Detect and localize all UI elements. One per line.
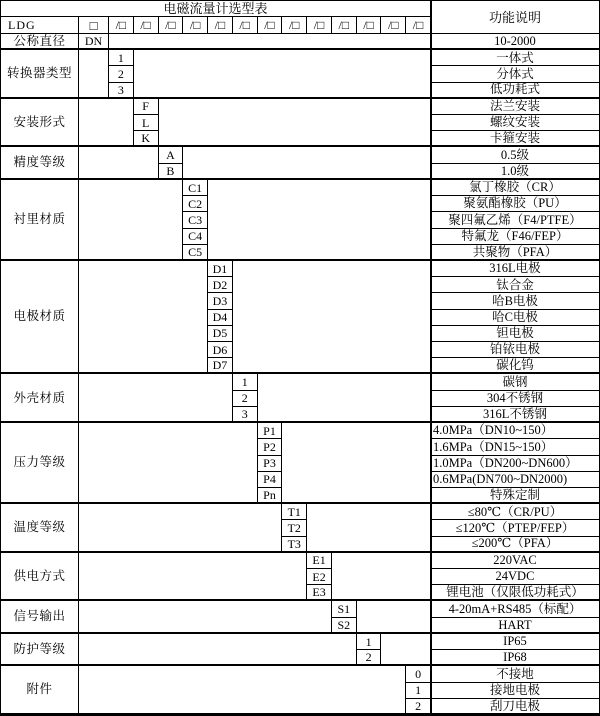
- code-cell: S1: [332, 601, 357, 617]
- spec-value-cell: 氯丁橡胶（CR）: [431, 180, 599, 196]
- selector-slot: /□: [233, 17, 258, 34]
- spec-value-cell: ≤200℃（PFA）: [431, 537, 599, 553]
- code-cell: E1: [307, 553, 332, 569]
- spec-value-cell: 220VAC: [431, 553, 599, 569]
- code-cell: 1: [109, 50, 134, 66]
- code-cell: 2: [406, 699, 431, 715]
- spec-value-cell: IP65: [431, 634, 599, 650]
- right-span-cell: [109, 34, 431, 50]
- spec-value-cell: 接地电极: [431, 683, 599, 699]
- category-label: 安装形式: [1, 99, 79, 148]
- spec-value-cell: HART: [431, 618, 599, 634]
- right-span-cell: [332, 553, 431, 602]
- spec-value-cell: 304不锈钢: [431, 391, 599, 407]
- spec-value-cell: 聚氨酯橡胶（PU）: [431, 196, 599, 212]
- spec-value-cell: 4-20mA+RS485（标配）: [431, 601, 599, 617]
- code-cell: E3: [307, 585, 332, 601]
- selector-slot: /□: [208, 17, 233, 34]
- code-cell: 1: [233, 374, 258, 390]
- spec-value-cell: 锂电池（仅限低功耗式）: [431, 585, 599, 601]
- spec-value-cell: 分体式: [431, 66, 599, 82]
- spec-value-cell: 10-2000: [431, 34, 599, 50]
- selector-slot: /□: [109, 17, 134, 34]
- spec-value-cell: 哈C电极: [431, 310, 599, 326]
- spec-value-cell: 钽电极: [431, 326, 599, 342]
- function-column-divider: [430, 1, 432, 715]
- function-column-header: 功能说明: [431, 1, 599, 34]
- selector-slot: /□: [357, 17, 382, 34]
- right-span-cell: [258, 374, 431, 423]
- code-cell: C3: [183, 212, 208, 228]
- left-span-cell: [79, 261, 208, 375]
- right-span-cell: [208, 180, 431, 261]
- code-cell: 3: [109, 83, 134, 99]
- spec-value-cell: 聚四氟乙烯（F4/PTFE）: [431, 212, 599, 228]
- code-cell: F: [134, 99, 159, 115]
- code-cell: A: [159, 147, 184, 163]
- spec-value-cell: 铂铱电极: [431, 342, 599, 358]
- category-label: 外壳材质: [1, 374, 79, 423]
- right-span-cell: [282, 423, 431, 504]
- spec-value-cell: 碳钢: [431, 374, 599, 390]
- code-cell: D5: [208, 326, 233, 342]
- left-span-cell: [79, 374, 233, 423]
- selector-slot: /□: [134, 17, 159, 34]
- code-cell: C5: [183, 245, 208, 261]
- code-cell: T2: [282, 520, 307, 536]
- right-span-cell: [183, 147, 431, 179]
- spec-value-cell: 1.0级: [431, 164, 599, 180]
- left-span-cell: [79, 634, 357, 666]
- code-cell: T1: [282, 504, 307, 520]
- spec-value-cell: 低功耗式: [431, 83, 599, 99]
- code-cell: C2: [183, 196, 208, 212]
- category-label: 防护等级: [1, 634, 79, 666]
- code-cell: DN: [79, 34, 109, 50]
- code-cell: L: [134, 115, 159, 131]
- left-span-cell: [79, 99, 134, 148]
- code-cell: 1: [357, 634, 382, 650]
- code-cell: 0: [406, 666, 431, 682]
- category-label: 电极材质: [1, 261, 79, 375]
- code-cell: C4: [183, 229, 208, 245]
- selector-slot: /□: [381, 17, 406, 34]
- category-label: 信号输出: [1, 601, 79, 633]
- right-span-cell: [381, 634, 431, 666]
- spec-value-cell: 1.6MPa（DN15~150）: [431, 439, 599, 455]
- spec-value-cell: 24VDC: [431, 569, 599, 585]
- right-span-cell: [233, 261, 431, 375]
- spec-value-cell: ≤80℃（CR/PU）: [431, 504, 599, 520]
- code-cell: D1: [208, 261, 233, 277]
- spec-value-cell: 0.5级: [431, 147, 599, 163]
- spec-value-cell: 碳化钨: [431, 358, 599, 374]
- left-span-cell: [79, 180, 183, 261]
- code-cell: P4: [258, 472, 283, 488]
- code-cell: 2: [357, 650, 382, 666]
- spec-value-cell: 法兰安装: [431, 99, 599, 115]
- left-span-cell: [79, 553, 307, 602]
- spec-value-cell: 共聚物（PFA）: [431, 245, 599, 261]
- left-span-cell: [79, 666, 406, 715]
- code-cell: D7: [208, 358, 233, 374]
- spec-value-cell: 一体式: [431, 50, 599, 66]
- code-cell: B: [159, 164, 184, 180]
- code-cell: Pn: [258, 488, 283, 504]
- spec-value-cell: 4.0MPa（DN10~150）: [431, 423, 599, 439]
- category-label: 附件: [1, 666, 79, 715]
- left-span-cell: [79, 601, 332, 633]
- code-cell: E2: [307, 569, 332, 585]
- selector-slot: /□: [406, 17, 431, 34]
- category-label: 温度等级: [1, 504, 79, 553]
- code-cell: 3: [233, 407, 258, 423]
- left-span-cell: [79, 423, 258, 504]
- selector-slot: /□: [307, 17, 332, 34]
- selector-slot: /□: [183, 17, 208, 34]
- left-span-cell: [79, 504, 282, 553]
- category-label: 衬里材质: [1, 180, 79, 261]
- category-label: 公称直径: [1, 34, 79, 50]
- code-cell: D2: [208, 277, 233, 293]
- code-cell: 1: [406, 683, 431, 699]
- code-cell: 2: [233, 391, 258, 407]
- category-label: 供电方式: [1, 553, 79, 602]
- left-span-cell: [79, 147, 159, 179]
- code-cell: P2: [258, 439, 283, 455]
- selector-slot: /□: [282, 17, 307, 34]
- spec-value-cell: 哈B电极: [431, 293, 599, 309]
- spec-value-cell: 特氟龙（F46/FEP）: [431, 229, 599, 245]
- model-first-code-box: □: [79, 17, 109, 34]
- selector-slot: /□: [332, 17, 357, 34]
- code-cell: K: [134, 131, 159, 147]
- left-span-cell: [79, 50, 109, 99]
- spec-value-cell: 316L不锈钢: [431, 407, 599, 423]
- spec-value-cell: 刮刀电极: [431, 699, 599, 715]
- code-cell: 2: [109, 66, 134, 82]
- code-cell: C1: [183, 180, 208, 196]
- category-label: 转换器类型: [1, 50, 79, 99]
- model-prefix-label: LDG: [1, 17, 79, 34]
- right-span-cell: [357, 601, 431, 633]
- spec-value-cell: IP68: [431, 650, 599, 666]
- code-cell: P1: [258, 423, 283, 439]
- spec-value-cell: 特殊定制: [431, 488, 599, 504]
- spec-value-cell: ≤120℃（PTEP/FEP）: [431, 520, 599, 536]
- code-cell: D4: [208, 310, 233, 326]
- selector-slot: /□: [258, 17, 283, 34]
- spec-value-cell: 螺纹安装: [431, 115, 599, 131]
- spec-value-cell: 1.0MPa（DN200~DN600）: [431, 456, 599, 472]
- code-cell: D6: [208, 342, 233, 358]
- category-label: 压力等级: [1, 423, 79, 504]
- right-span-cell: [159, 99, 431, 148]
- selector-slot: /□: [159, 17, 184, 34]
- spec-value-cell: 316L电极: [431, 261, 599, 277]
- right-span-cell: [134, 50, 431, 99]
- code-cell: S2: [332, 618, 357, 634]
- spec-value-cell: 不接地: [431, 666, 599, 682]
- table-title: 电磁流量计选型表: [1, 1, 431, 17]
- spec-value-cell: 0.6MPa(DN700~DN2000): [431, 472, 599, 488]
- category-label: 精度等级: [1, 147, 79, 179]
- code-cell: D3: [208, 293, 233, 309]
- spec-value-cell: 钛合金: [431, 277, 599, 293]
- code-cell: P3: [258, 456, 283, 472]
- right-span-cell: [307, 504, 431, 553]
- code-cell: T3: [282, 537, 307, 553]
- spec-value-cell: 卡箍安装: [431, 131, 599, 147]
